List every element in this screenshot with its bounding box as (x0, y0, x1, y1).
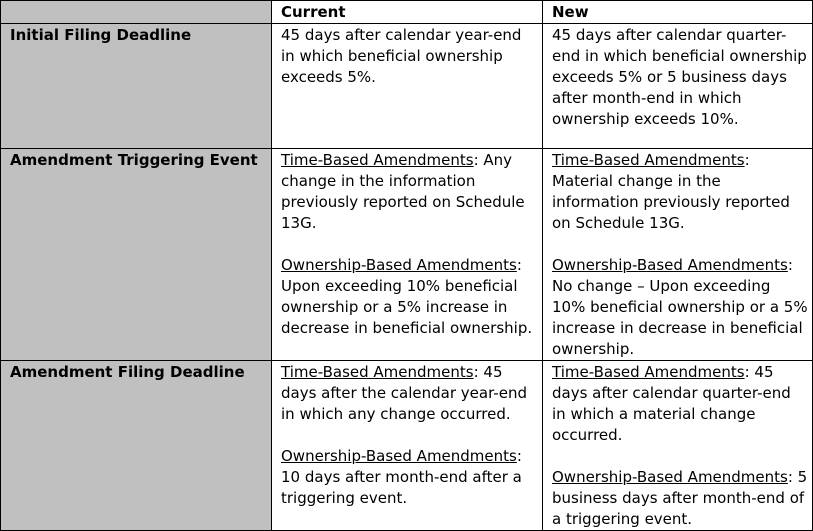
time-based-text: : 45 days after the calendar year-end in which any change occurred. (281, 363, 527, 423)
ownership-based-label: Ownership-Based Amendments (281, 447, 517, 465)
header-new: New (543, 1, 813, 24)
triggering-event-new (543, 149, 813, 361)
initial-deadline-current: 45 days after calendar year-end in which beneficial ownership exceeds 5%. (272, 24, 543, 149)
time-based-label: Time-Based Amendments (281, 151, 474, 169)
triggering-event-current (272, 149, 543, 361)
ownership-based-text: : 10 days after month-end after a triggering event. (281, 447, 522, 507)
time-based-label: Time-Based Amendments (552, 151, 745, 169)
ownership-based-text: : No change – Upon exceeding 10% beneficial ownership or a 5% increase in decrease in beneficial ownership. (552, 256, 808, 358)
table-row-amendment-triggering-event (1, 149, 813, 361)
time-based-text: : Material change in the information previously reported on Schedule 13G. (552, 151, 790, 232)
time-based-label: Time-Based Amendments (552, 363, 745, 381)
ownership-based-label: Ownership-Based Amendments (552, 256, 788, 274)
filing-deadline-new (543, 361, 813, 531)
row-label-amendment-triggering-event: Amendment Triggering Event (1, 149, 272, 361)
header-current: Current (272, 1, 543, 24)
time-based-text: : 45 days after calendar quarter-end in which a material change occurred. (552, 363, 791, 444)
ownership-based-text: : 5 business days after month-end of a triggering event. (552, 468, 808, 528)
header-blank-cell (1, 1, 272, 24)
table-row-amendment-filing-deadline (1, 361, 813, 531)
ownership-based-label: Ownership-Based Amendments (281, 256, 517, 274)
row-label-amendment-filing-deadline: Amendment Filing Deadline (1, 361, 272, 531)
time-based-label: Time-Based Amendments (281, 363, 474, 381)
initial-deadline-new: 45 days after calendar quarter-end in which beneficial ownership exceeds 5% or 5 business days after month-end in which ownership exceeds 10%. (543, 24, 813, 149)
row-label-initial-filing-deadline: Initial Filing Deadline (1, 24, 272, 149)
ownership-based-text: : Upon exceeding 10% beneficial ownership or a 5% increase in decrease in beneficial ownership. (281, 256, 533, 337)
ownership-based-label: Ownership-Based Amendments (552, 468, 788, 486)
header-row (1, 1, 813, 24)
table-row-initial-filing-deadline (1, 24, 813, 149)
time-based-text: : Any change in the information previously reported on Schedule 13G. (281, 151, 525, 232)
filing-deadline-current (272, 361, 543, 531)
